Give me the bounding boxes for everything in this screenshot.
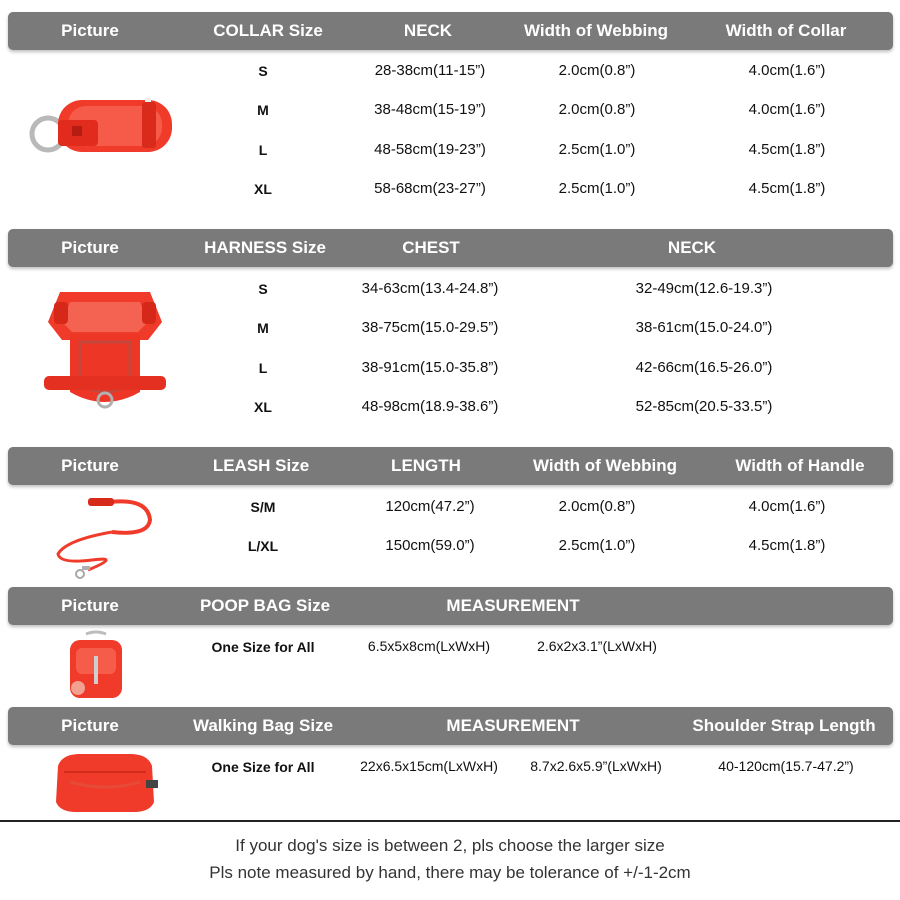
- harness-size-s: S: [258, 281, 268, 297]
- harness-chest-m: 38-75cm(15.0-29.5”): [361, 319, 499, 336]
- walking-bag-header-bar: [8, 707, 893, 745]
- collar-webbing-xl: 2.5cm(1.0”): [558, 180, 636, 197]
- collar-neck-l: 48-58cm(19-23”): [374, 141, 486, 158]
- leash-header-picture: Picture: [61, 456, 119, 475]
- harness-header-bar: [8, 229, 893, 267]
- collar-image: [28, 92, 178, 167]
- collar-size-m: M: [257, 102, 269, 118]
- leash-size-lxl: L/XL: [247, 538, 279, 554]
- collar-size-l: L: [258, 142, 268, 158]
- poop-bag-image: [64, 630, 128, 704]
- poop-bag-size: One Size for All: [211, 639, 315, 655]
- collar-header-picture: Picture: [61, 21, 119, 40]
- leash-header-bar: [8, 447, 893, 485]
- leash-header-handle: Width of Handle: [735, 456, 865, 475]
- walking-bag-header-strap: Shoulder Strap Length: [692, 716, 876, 735]
- harness-size-m: M: [257, 320, 269, 336]
- collar-header-size: COLLAR Size: [213, 21, 323, 40]
- leash-image: [52, 494, 156, 584]
- walking-bag-measure-in: 8.7x2.6x5.9”(LxWxH): [530, 758, 662, 774]
- collar-neck-m: 38-48cm(15-19”): [374, 101, 486, 118]
- note-tolerance: Pls note measured by hand, there may be tolerance of +/-1-2cm: [209, 863, 691, 882]
- poop-bag-header-size: POOP BAG Size: [199, 596, 331, 615]
- note-larger-size: If your dog's size is between 2, pls choose the larger size: [235, 836, 665, 855]
- leash-length-lxl: 150cm(59.0”): [385, 537, 475, 554]
- harness-neck-m: 38-61cm(15.0-24.0”): [635, 319, 773, 336]
- walking-bag-header-picture: Picture: [61, 716, 119, 735]
- collar-width-m: 4.0cm(1.6”): [748, 101, 826, 118]
- walking-bag-strap-length: 40-120cm(15.7-47.2”): [718, 758, 854, 774]
- harness-size-l: L: [258, 360, 268, 376]
- leash-length-sm: 120cm(47.2”): [385, 498, 475, 515]
- harness-neck-s: 32-49cm(12.6-19.3”): [635, 280, 773, 297]
- collar-neck-xl: 58-68cm(23-27”): [374, 180, 486, 197]
- walking-bag-size: One Size for All: [211, 759, 315, 775]
- harness-chest-s: 34-63cm(13.4-24.8”): [361, 280, 499, 297]
- collar-size-xl: XL: [254, 181, 272, 197]
- harness-header-neck: NECK: [667, 238, 717, 257]
- collar-size-s: S: [258, 63, 268, 79]
- collar-header-webbing: Width of Webbing: [524, 21, 668, 40]
- harness-neck-xl: 52-85cm(20.5-33.5”): [635, 398, 773, 415]
- collar-width-s: 4.0cm(1.6”): [748, 62, 826, 79]
- collar-header-neck: NECK: [403, 21, 453, 40]
- harness-chest-l: 38-91cm(15.0-35.8”): [361, 359, 499, 376]
- walking-bag-header-measurement: MEASUREMENT: [446, 716, 580, 735]
- leash-webbing-sm: 2.0cm(0.8”): [558, 498, 636, 515]
- harness-size-xl: XL: [254, 399, 272, 415]
- collar-webbing-m: 2.0cm(0.8”): [558, 101, 636, 118]
- harness-image: [40, 282, 170, 422]
- walking-bag-image: [50, 750, 160, 816]
- harness-header-chest: CHEST: [402, 238, 460, 257]
- poop-bag-measure-in: 2.6x2x3.1”(LxWxH): [537, 638, 657, 654]
- collar-webbing-l: 2.5cm(1.0”): [558, 141, 636, 158]
- leash-header-size: LEASH Size: [212, 456, 310, 475]
- collar-width-xl: 4.5cm(1.8”): [748, 180, 826, 197]
- leash-header-webbing: Width of Webbing: [533, 456, 677, 475]
- collar-header-collar-width: Width of Collar: [725, 21, 847, 40]
- poop-bag-header-bar: [8, 587, 893, 625]
- harness-neck-l: 42-66cm(16.5-26.0”): [635, 359, 773, 376]
- leash-handle-lxl: 4.5cm(1.8”): [748, 537, 826, 554]
- poop-bag-measure-cm: 6.5x5x8cm(LxWxH): [367, 638, 491, 654]
- footer-divider: [0, 820, 900, 822]
- walking-bag-measure-cm: 22x6.5x15cm(LxWxH): [360, 758, 498, 774]
- collar-width-l: 4.5cm(1.8”): [748, 141, 826, 158]
- leash-webbing-lxl: 2.5cm(1.0”): [558, 537, 636, 554]
- leash-handle-sm: 4.0cm(1.6”): [748, 498, 826, 515]
- poop-bag-header-measurement: MEASUREMENT: [446, 596, 580, 615]
- poop-bag-header-picture: Picture: [61, 596, 119, 615]
- harness-header-picture: Picture: [61, 238, 119, 257]
- collar-neck-s: 28-38cm(11-15”): [374, 62, 486, 79]
- walking-bag-header-size: Walking Bag Size: [192, 716, 334, 735]
- leash-header-length: LENGTH: [391, 456, 461, 475]
- collar-webbing-s: 2.0cm(0.8”): [558, 62, 636, 79]
- harness-header-size: HARNESS Size: [204, 238, 326, 257]
- harness-chest-xl: 48-98cm(18.9-38.6”): [361, 398, 499, 415]
- leash-size-sm: S/M: [250, 499, 276, 515]
- collar-header-bar: [8, 12, 893, 50]
